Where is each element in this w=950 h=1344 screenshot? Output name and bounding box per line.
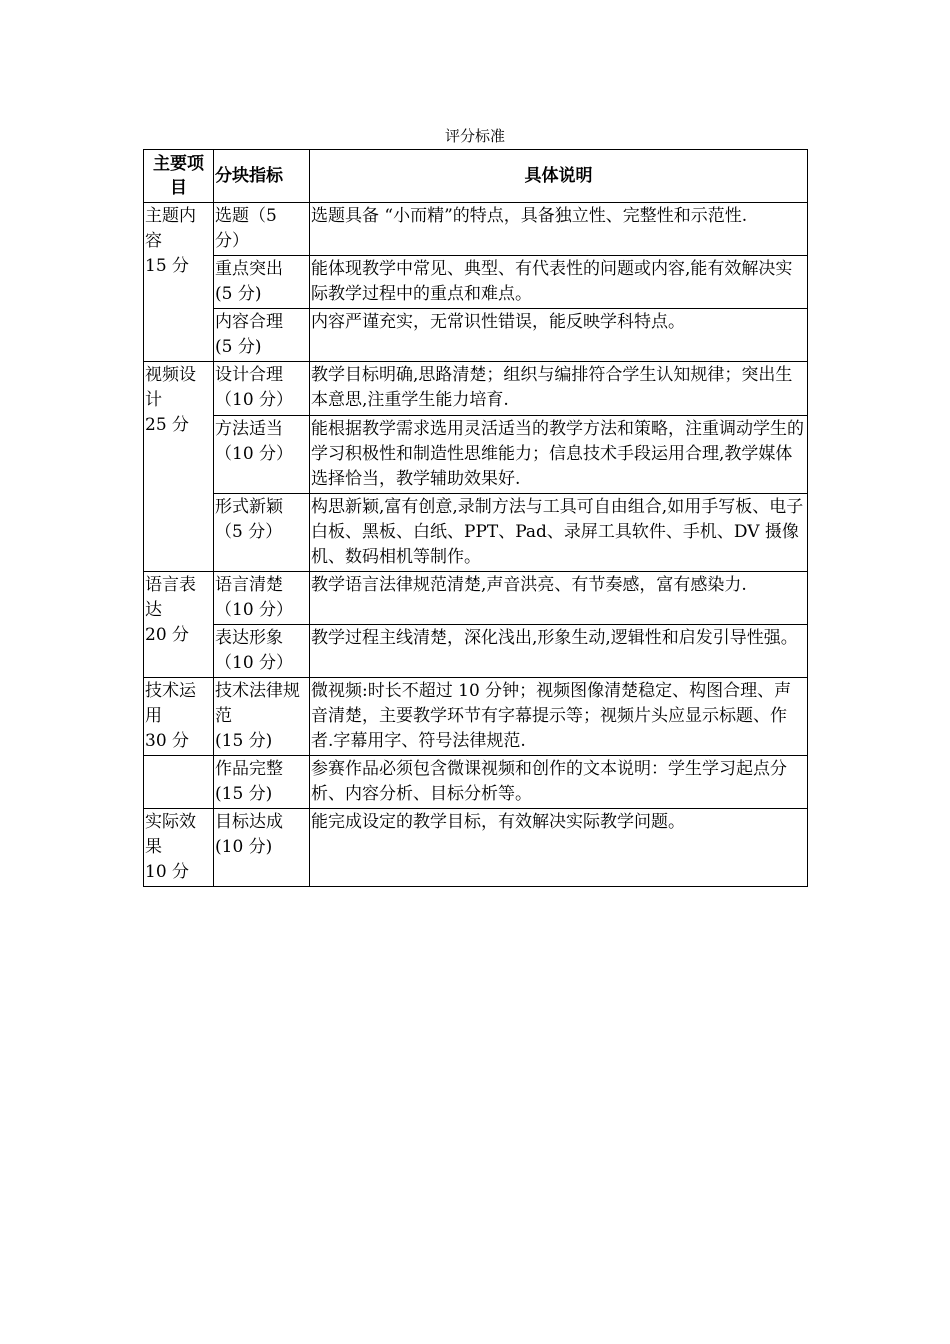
sub-indicator-cell: 重点突出 (5 分)	[214, 256, 310, 309]
table-row	[144, 678, 808, 756]
table-row	[144, 756, 808, 809]
table-row	[144, 416, 808, 494]
sub-indicator-cell: 选题（5 分）	[214, 203, 310, 256]
main-item-cell: 实际效 果 10 分	[144, 809, 214, 887]
sub-indicator-cell: 作品完整 (15 分)	[214, 756, 310, 809]
description-cell: 能根据教学需求选用灵活适当的教学方法和策略，注重调动学生的学习积极性和制造性思维能力；信息技术手段运用合理,教学媒体选择恰当，教学辅助效果好.	[310, 416, 808, 494]
table-row	[144, 572, 808, 625]
main-item-cell: 主题内 容 15 分	[144, 203, 214, 362]
description-cell: 内容严谨充实，无常识性错误，能反映学科特点。	[310, 309, 808, 362]
description-cell: 能体现教学中常见、典型、有代表性的问题或内容,能有效解决实际教学过程中的重点和难点。	[310, 256, 808, 309]
description-cell: 教学目标明确,思路清楚；组织与编排符合学生认知规律；突出生本意思,注重学生能力培育.	[310, 362, 808, 416]
header-description: 具体说明	[310, 150, 808, 203]
empty-cell	[144, 756, 214, 809]
description-cell: 能完成设定的教学目标，有效解决实际教学问题。	[310, 809, 808, 887]
document-title: 评分标准	[444, 127, 505, 145]
sub-indicator-cell: 目标达成 (10 分)	[214, 809, 310, 887]
sub-indicator-cell: 内容合理 (5 分)	[214, 309, 310, 362]
description-cell: 微视频:时长不超过 10 分钟；视频图像清楚稳定、构图合理、声音清楚，主要教学环节有字幕提示等；视频片头应显示标题、作者.字幕用字、符号法律规范.	[310, 678, 808, 756]
sub-indicator-cell: 表达形象 （10 分）	[214, 625, 310, 678]
description-cell: 教学过程主线清楚，深化浅出,形象生动,逻辑性和启发引导性强。	[310, 625, 808, 678]
main-item-cell: 语言表 达 20 分	[144, 572, 214, 678]
description-cell: 教学语言法律规范清楚,声音洪亮、有节奏感，富有感染力.	[310, 572, 808, 625]
main-item-cell: 视频设 计 25 分	[144, 362, 214, 572]
header-row	[144, 150, 808, 203]
table-row	[144, 809, 808, 887]
table-row	[144, 256, 808, 309]
table-row	[144, 309, 808, 362]
sub-indicator-cell: 设计合理 （10 分）	[214, 362, 310, 416]
main-item-cell: 技术运 用 30 分	[144, 678, 214, 756]
table-row	[144, 203, 808, 256]
table-row	[144, 362, 808, 416]
sub-indicator-cell: 方法适当 （10 分）	[214, 416, 310, 494]
sub-indicator-cell: 技术法律规 范 (15 分)	[214, 678, 310, 756]
description-cell: 选题具备 “小而精”的特点，具备独立性、完整性和示范性.	[310, 203, 808, 256]
table-row	[144, 494, 808, 572]
header-sub-indicator: 分块指标	[214, 150, 310, 203]
table-row	[144, 625, 808, 678]
header-main-item: 主要项目	[144, 150, 214, 203]
description-cell: 参赛作品必须包含微课视频和创作的文本说明：学生学习起点分析、内容分析、目标分析等。	[310, 756, 808, 809]
sub-indicator-cell: 语言清楚 （10 分）	[214, 572, 310, 625]
sub-indicator-cell: 形式新颖 （5 分）	[214, 494, 310, 572]
scoring-table	[143, 149, 808, 887]
description-cell: 构思新颖,富有创意,录制方法与工具可自由组合,如用手写板、电子白板、黑板、白纸、PPT、Pad、录屏工具软件、手机、DV 摄像机、数码相机等制作。	[310, 494, 808, 572]
